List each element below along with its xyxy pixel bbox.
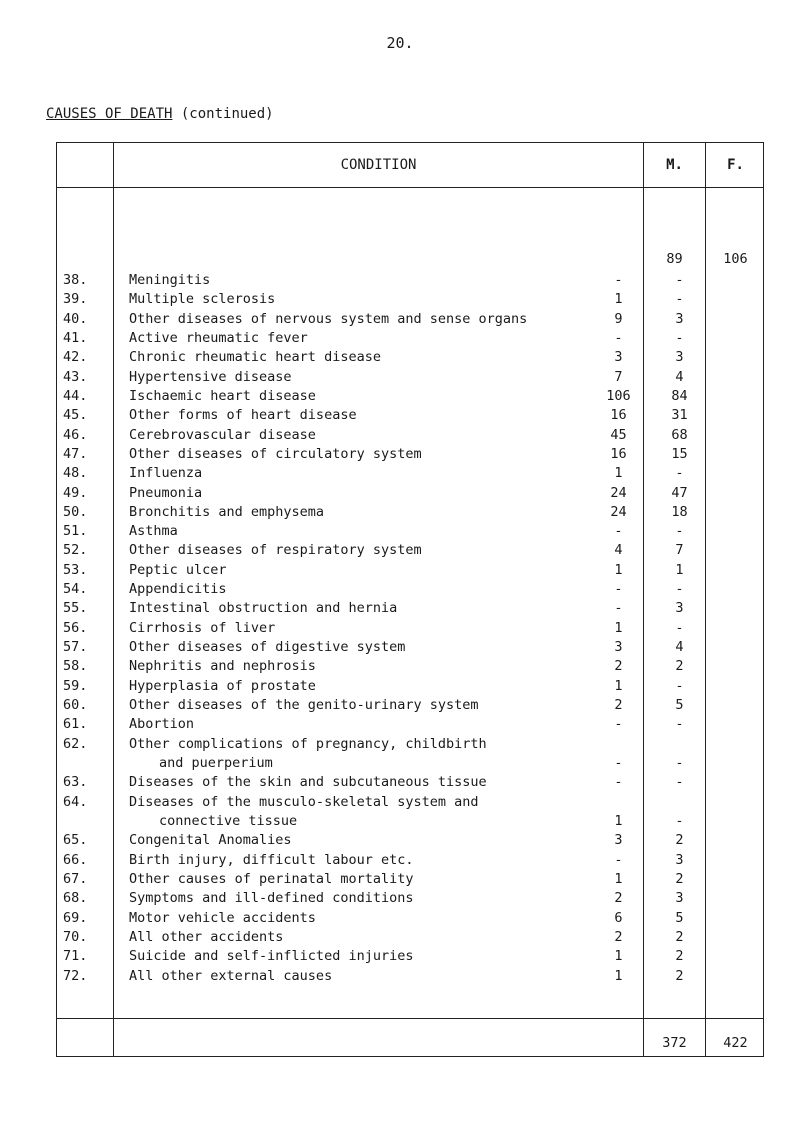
row-female-count: 2 [675, 928, 684, 945]
row-condition: Other diseases of the genito-urinary system [129, 697, 479, 714]
row-male-count: 4 [614, 542, 623, 559]
row-number: 39. [63, 291, 88, 308]
row-condition: Bronchitis and emphysema [129, 503, 325, 520]
row-condition: Cirrhosis of liver [129, 619, 276, 636]
row-condition: Other causes of perinatal mortality [129, 870, 414, 887]
row-condition: Hypertensive disease [129, 368, 292, 385]
row-condition: Appendicitis [129, 581, 227, 598]
row-condition: Pneumonia [129, 484, 203, 501]
row-female-count: - [675, 677, 684, 694]
brought-forward-male: 89 [666, 251, 683, 267]
row-male-count: 1 [614, 967, 623, 984]
row-condition: Symptoms and ill-defined conditions [129, 890, 414, 907]
row-male-count: 16 [610, 407, 627, 424]
row-number: 40. [63, 310, 88, 327]
page-heading [46, 106, 274, 122]
row-number: 49. [63, 484, 88, 501]
row-number: 70. [63, 928, 88, 945]
row-female-count: 47 [671, 484, 688, 501]
row-female-count: 1 [675, 561, 684, 578]
row-number: 69. [63, 909, 88, 926]
row-male-count: - [614, 600, 623, 617]
table-row [57, 619, 765, 638]
row-female-count: 3 [675, 349, 684, 366]
row-condition: Intestinal obstruction and hernia [129, 600, 398, 617]
row-number: 62. [63, 735, 88, 752]
row-female-count: - [675, 291, 684, 308]
row-female-count: 2 [675, 967, 684, 984]
row-condition: Other diseases of nervous system and sense organs [129, 310, 528, 327]
table-row [57, 426, 765, 445]
row-number: 68. [63, 890, 88, 907]
row-male-count: - [614, 272, 623, 288]
row-number: 52. [63, 542, 88, 559]
table-row [57, 735, 765, 771]
row-condition: Hyperplasia of prostate [129, 677, 316, 694]
row-male-count: 1 [614, 619, 623, 636]
row-female-count: 3 [675, 600, 684, 617]
row-number: 61. [63, 716, 88, 733]
row-condition: Other diseases of digestive system [129, 639, 406, 656]
row-female-count: - [675, 272, 684, 288]
row-number: 43. [63, 368, 88, 385]
row-condition: Peptic ulcer [129, 561, 227, 578]
row-condition: Diseases of the skin and subcutaneous tissue [129, 774, 487, 791]
row-condition: Cerebrovascular disease [129, 426, 316, 443]
table-row [57, 638, 765, 657]
row-number: 47. [63, 445, 88, 462]
table-row [57, 928, 765, 947]
table-row [57, 290, 765, 309]
table-row [57, 909, 765, 928]
row-number: 46. [63, 426, 88, 443]
row-number: 63. [63, 774, 88, 791]
table-row [57, 793, 765, 829]
header-male: M. [666, 157, 683, 173]
row-number: 55. [63, 600, 88, 617]
row-number: 48. [63, 465, 88, 482]
header-divider [57, 187, 763, 188]
causes-of-death-table [56, 142, 764, 1057]
table-row [57, 677, 765, 696]
row-condition: Asthma [129, 523, 178, 540]
row-male-count: 1 [614, 948, 623, 965]
row-male-count: 3 [614, 349, 623, 366]
row-male-count: 1 [614, 812, 623, 829]
row-female-count: 5 [675, 697, 684, 714]
row-number: 72. [63, 967, 88, 984]
table-row [57, 541, 765, 560]
row-male-count: 2 [614, 890, 623, 907]
row-condition-continuation: connective tissue [159, 812, 298, 829]
row-female-count: - [675, 619, 684, 636]
row-female-count: 7 [675, 542, 684, 559]
row-number: 57. [63, 639, 88, 656]
row-condition: Other forms of heart disease [129, 407, 357, 424]
row-condition: Suicide and self-inflicted injuries [129, 948, 414, 965]
row-female-count: 68 [671, 426, 688, 443]
row-male-count: 7 [614, 368, 623, 385]
total-male: 372 [662, 1035, 687, 1051]
row-number: 60. [63, 697, 88, 714]
table-row [57, 445, 765, 464]
row-female-count: 5 [675, 909, 684, 926]
row-number: 67. [63, 870, 88, 887]
row-condition: Active rheumatic fever [129, 329, 308, 346]
row-female-count: 3 [675, 890, 684, 907]
row-number: 44. [63, 387, 88, 404]
row-number: 59. [63, 677, 88, 694]
row-male-count: 6 [614, 909, 623, 926]
table-row [57, 503, 765, 522]
table-row [57, 464, 765, 483]
row-male-count: - [614, 581, 623, 598]
row-female-count: 4 [675, 368, 684, 385]
row-male-count: 1 [614, 870, 623, 887]
row-number: 64. [63, 793, 88, 810]
row-female-count: 2 [675, 658, 684, 675]
table-row [57, 715, 765, 734]
table-row [57, 889, 765, 908]
row-female-count: - [675, 523, 684, 540]
row-condition: Diseases of the musculo-skeletal system and [129, 793, 479, 810]
row-number: 51. [63, 523, 88, 540]
row-male-count: - [614, 774, 623, 791]
totals-divider [57, 1018, 763, 1019]
row-condition: Chronic rheumatic heart disease [129, 349, 381, 366]
row-condition: Congenital Anomalies [129, 832, 292, 849]
table-row [57, 870, 765, 889]
row-condition: Meningitis [129, 272, 211, 288]
row-female-count: 84 [671, 387, 688, 404]
row-male-count: - [614, 523, 623, 540]
row-number: 56. [63, 619, 88, 636]
row-condition: Other diseases of circulatory system [129, 445, 422, 462]
table-row [57, 561, 765, 580]
table-row [57, 696, 765, 715]
row-condition: Other diseases of respiratory system [129, 542, 422, 559]
row-number: 41. [63, 329, 88, 346]
row-condition: Motor vehicle accidents [129, 909, 316, 926]
row-female-count: 4 [675, 639, 684, 656]
table-row [57, 522, 765, 541]
row-male-count: 2 [614, 928, 623, 945]
row-number: 50. [63, 503, 88, 520]
row-number: 58. [63, 658, 88, 675]
row-male-count: 24 [610, 503, 627, 520]
row-male-count: 1 [614, 561, 623, 578]
row-male-count: - [614, 329, 623, 346]
table-row [57, 348, 765, 367]
table-row [57, 851, 765, 870]
table-row [57, 329, 765, 348]
table-row [57, 657, 765, 676]
row-condition: Nephritis and nephrosis [129, 658, 316, 675]
row-condition: Other complications of pregnancy, childbirth [129, 735, 487, 752]
row-condition: Influenza [129, 465, 203, 482]
row-female-count: 3 [675, 851, 684, 868]
row-condition: Abortion [129, 716, 195, 733]
row-male-count: 9 [614, 310, 623, 327]
header-condition: CONDITION [340, 157, 417, 173]
row-male-count: - [614, 716, 623, 733]
row-female-count: - [675, 774, 684, 791]
row-condition: Multiple sclerosis [129, 291, 276, 308]
row-male-count: 1 [614, 465, 623, 482]
row-female-count: 18 [671, 503, 688, 520]
table-row [57, 947, 765, 966]
row-male-count: 2 [614, 697, 623, 714]
table-row [57, 599, 765, 618]
row-female-count: 15 [671, 445, 688, 462]
row-number: 53. [63, 561, 88, 578]
row-number: 45. [63, 407, 88, 424]
row-condition: Ischaemic heart disease [129, 387, 316, 404]
row-female-count: 3 [675, 310, 684, 327]
row-female-count: - [675, 581, 684, 598]
row-male-count: 16 [610, 445, 627, 462]
table-row [57, 271, 765, 290]
row-number: 71. [63, 948, 88, 965]
row-number: 38. [63, 272, 88, 288]
row-male-count: - [614, 754, 623, 771]
heading-title: CAUSES OF DEATH [46, 106, 173, 122]
row-male-count: 45 [610, 426, 627, 443]
row-female-count: - [675, 465, 684, 482]
row-condition-continuation: and puerperium [159, 754, 273, 771]
row-number: 42. [63, 349, 88, 366]
row-condition: All other external causes [129, 967, 333, 984]
table-row [57, 406, 765, 425]
brought-forward-female: 106 [723, 251, 748, 267]
row-male-count: 3 [614, 639, 623, 656]
row-male-count: - [614, 851, 623, 868]
table-row [57, 310, 765, 329]
row-female-count: - [675, 754, 684, 771]
row-female-count: 31 [671, 407, 688, 424]
page-number: 20. [386, 34, 414, 52]
table-row [57, 484, 765, 503]
row-number: 54. [63, 581, 88, 598]
row-female-count: - [675, 812, 684, 829]
row-female-count: - [675, 716, 684, 733]
row-female-count: 2 [675, 832, 684, 849]
table-row [57, 387, 765, 406]
table-row [57, 967, 765, 986]
table-row [57, 831, 765, 850]
row-number: 66. [63, 851, 88, 868]
table-row [57, 773, 765, 792]
header-female: F. [727, 157, 744, 173]
row-condition: All other accidents [129, 928, 284, 945]
total-female: 422 [723, 1035, 748, 1051]
row-female-count: 2 [675, 870, 684, 887]
row-male-count: 1 [614, 677, 623, 694]
row-condition: Birth injury, difficult labour etc. [129, 851, 414, 868]
heading-suffix: (continued) [172, 106, 274, 122]
row-female-count: 2 [675, 948, 684, 965]
row-male-count: 24 [610, 484, 627, 501]
row-female-count: - [675, 329, 684, 346]
table-row [57, 580, 765, 599]
row-male-count: 1 [614, 291, 623, 308]
row-number: 65. [63, 832, 88, 849]
row-male-count: 3 [614, 832, 623, 849]
row-male-count: 106 [606, 387, 631, 404]
table-row [57, 368, 765, 387]
row-male-count: 2 [614, 658, 623, 675]
